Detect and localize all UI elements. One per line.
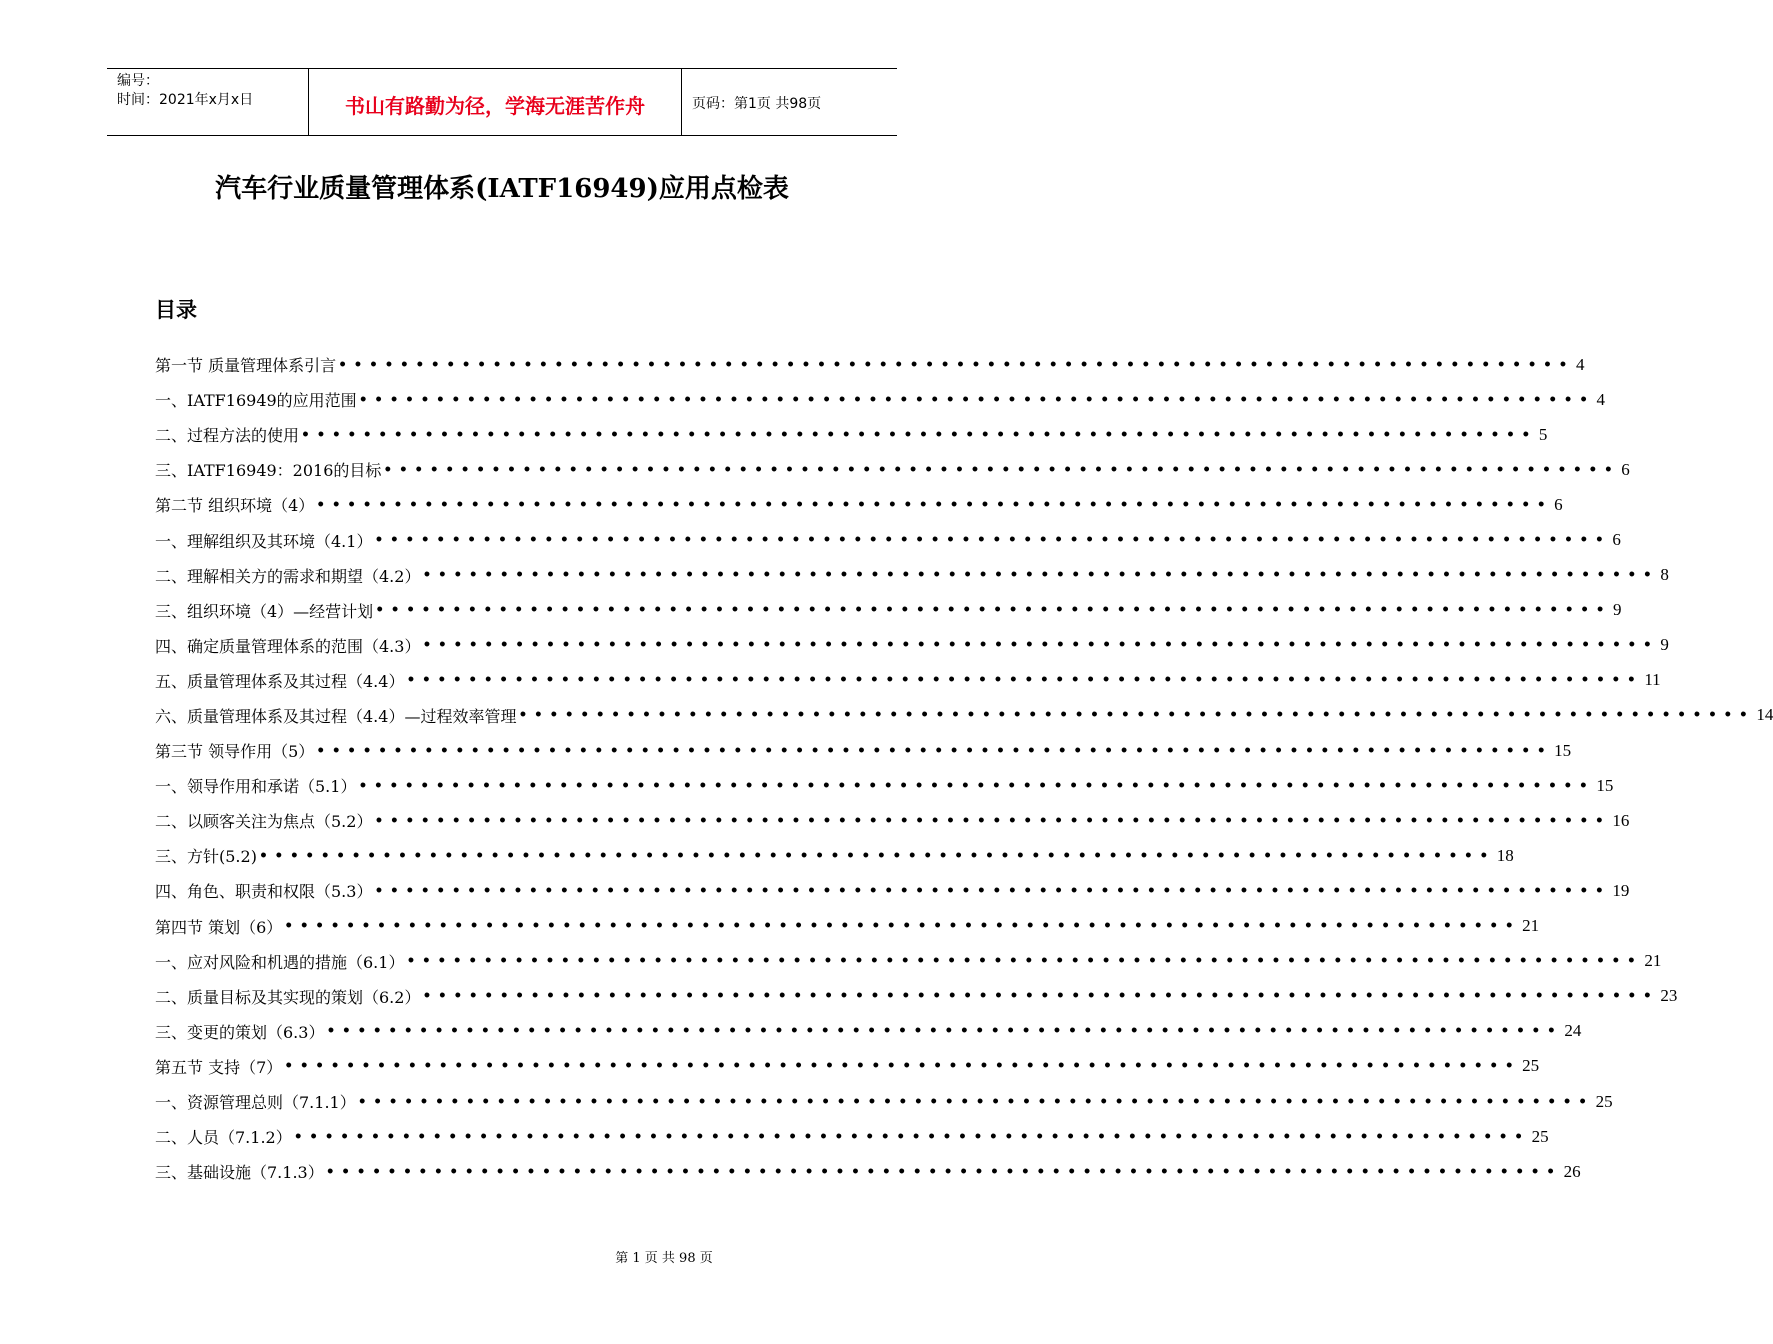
toc-entry-text: 三、IATF16949：2016的目标 (155, 461, 382, 481)
toc-leader-dots: •••••••••••••••••••••••••••••••••••••••••••••••••••••••••••••••••••••••••••••••• (326, 1023, 1563, 1040)
toc-entry-text: 三、组织环境（4）—经营计划 (155, 601, 374, 621)
toc-entry-page: 6 (1554, 494, 1563, 514)
toc-leader-dots: •••••••••••••••••••••••••••••••••••••••••••••••••••••••••••••••••••••••••••••••• (374, 812, 1611, 829)
toc-entry[interactable] (155, 838, 1514, 873)
toc-entry-page: 9 (1613, 600, 1622, 620)
toc-leader-dots: •••••••••••••••••••••••••••••••••••••••••••••••••••••••••••••••••••••••••••••••• (518, 707, 1755, 724)
toc-leader-dots: •••••••••••••••••••••••••••••••••••••••••••••••••••••••••••••••••••••••••••••••• (325, 1163, 1562, 1180)
toc-heading: 目录 (155, 298, 197, 322)
page-header (107, 68, 897, 136)
toc-entry-page: 11 (1644, 670, 1661, 690)
header-motto: 书山有路勤为径，学海无涯苦作舟 (309, 69, 682, 135)
toc-leader-dots: •••••••••••••••••••••••••••••••••••••••••••••••••••••••••••••••••••••••••••••••• (338, 356, 1574, 373)
toc-leader-dots: •••••••••••••••••••••••••••••••••••••••••••••••••••••••••••••••••••••••••••••••• (284, 918, 1521, 935)
toc-entry-page: 4 (1596, 389, 1606, 409)
toc-entry[interactable] (155, 803, 1630, 838)
toc-entry-page: 21 (1522, 916, 1540, 936)
toc-entry-text: 第四节 策划（6） (155, 917, 283, 937)
toc-entry[interactable] (155, 1014, 1582, 1049)
page-footer: 第 1 页 共 98 页 (615, 1251, 713, 1266)
toc-entry-page: 25 (1522, 1056, 1540, 1076)
toc-entry-text: 二、人员（7.1.2） (155, 1128, 292, 1148)
toc-entry[interactable] (155, 452, 1630, 487)
toc-entry-text: 六、质量管理体系及其过程（4.4）—过程效率管理 (155, 706, 517, 726)
toc-entry[interactable] (155, 663, 1661, 698)
toc-entry-text: 二、理解相关方的需求和期望（4.2） (155, 566, 421, 586)
toc-entry[interactable] (155, 979, 1678, 1014)
toc-entry-page: 21 (1644, 951, 1662, 971)
toc-entry-text: 四、确定质量管理体系的范围（4.3） (155, 636, 421, 656)
toc-entry[interactable] (155, 1084, 1613, 1119)
header-page-info: 页码：第1页 共98页 (692, 96, 822, 112)
toc-leader-dots: •••••••••••••••••••••••••••••••••••••••••••••••••••••••••••••••••••••••••••••••• (375, 602, 1612, 619)
toc-entry-page: 19 (1612, 880, 1630, 900)
toc-entry-text: 第五节 支持（7） (155, 1057, 283, 1077)
toc-entry-text: 一、资源管理总则（7.1.1） (155, 1093, 356, 1113)
toc-entry-page: 25 (1531, 1126, 1549, 1146)
toc-leader-dots: •••••••••••••••••••••••••••••••••••••••••••••••••••••••••••••••••••••••••••••••• (293, 1128, 1530, 1145)
toc-leader-dots: •••••••••••••••••••••••••••••••••••••••••••••••••••••••••••••••••••••••••••••••• (422, 567, 1659, 584)
toc-entry-text: 四、角色、职责和权限（5.3） (155, 882, 373, 902)
toc-leader-dots: •••••••••••••••••••••••••••••••••••••••••••••••••••••••••••••••••••••••••••••••• (316, 742, 1553, 759)
toc-entry-page: 14 (1756, 705, 1773, 725)
toc-leader-dots: •••••••••••••••••••••••••••••••••••••••••••••••••••••••••••••••••••••••••••••••• (422, 637, 1659, 654)
toc-entry[interactable] (155, 593, 1622, 628)
toc-entry[interactable] (155, 873, 1630, 908)
toc-entry-page: 26 (1563, 1161, 1581, 1181)
toc-entry[interactable] (155, 1154, 1581, 1189)
toc-entry-page: 9 (1660, 635, 1669, 655)
toc-entry-text: 二、过程方法的使用 (155, 426, 300, 446)
toc-leader-dots: •••••••••••••••••••••••••••••••••••••••••••••••••••••••••••••••••••••••••••••••• (358, 777, 1595, 794)
toc-entry-text: 一、理解组织及其环境（4.1） (155, 531, 373, 551)
toc-entry-page: 24 (1564, 1021, 1582, 1041)
toc-entry-text: 一、应对风险和机遇的措施（6.1） (155, 952, 405, 972)
time-label: 时间：2021年x月x日 (117, 92, 254, 108)
toc-entry-page: 6 (1612, 530, 1621, 550)
toc-entry-text: 一、IATF16949的应用范围 (155, 391, 357, 411)
toc-entry[interactable] (155, 628, 1669, 663)
toc-entry[interactable] (155, 733, 1572, 768)
toc-entry-text: 三、基础设施（7.1.3） (155, 1163, 324, 1183)
toc-entry[interactable] (155, 1119, 1549, 1154)
toc-leader-dots: •••••••••••••••••••••••••••••••••••••••••••••••••••••••••••••••••••••••••••••••• (422, 988, 1659, 1005)
toc-entry[interactable] (155, 382, 1606, 417)
toc-entry-text: 第一节 质量管理体系引言 (155, 356, 337, 376)
toc-leader-dots: •••••••••••••••••••••••••••••••••••••••••••••••••••••••••••••••••••••••••••••••• (301, 426, 1537, 443)
toc-entry-page: 23 (1660, 986, 1678, 1006)
toc-entry-page: 16 (1612, 810, 1630, 830)
toc-entry-text: 一、领导作用和承诺（5.1） (155, 777, 357, 797)
toc-entry-text: 五、质量管理体系及其过程（4.4） (155, 671, 405, 691)
toc-entry-page: 4 (1575, 354, 1585, 374)
toc-leader-dots: •••••••••••••••••••••••••••••••••••••••••••••••••••••••••••••••••••••••••••••••• (357, 1093, 1594, 1110)
toc-entry-text: 二、质量目标及其实现的策划（6.2） (155, 987, 421, 1007)
toc-entry-text: 三、方针(5.2) (155, 847, 257, 867)
toc-leader-dots: •••••••••••••••••••••••••••••••••••••••••••••••••••••••••••••••••••••••••••••••• (406, 672, 1643, 689)
toc-entry[interactable] (155, 487, 1563, 522)
toc-leader-dots: •••••••••••••••••••••••••••••••••••••••••••••••••••••••••••••••••••••••••••••••• (374, 532, 1611, 549)
toc-entry-text: 第二节 组织环境（4） (155, 496, 315, 516)
header-meta (107, 69, 309, 135)
toc-entry[interactable] (155, 347, 1585, 382)
toc-entry[interactable] (155, 558, 1669, 593)
toc-entry-page: 15 (1554, 740, 1572, 760)
toc-entry-page: 18 (1496, 845, 1514, 865)
toc-entry[interactable] (155, 944, 1662, 979)
document-title: 汽车行业质量管理体系(IATF16949)应用点检表 (215, 174, 789, 204)
toc-entry-text: 三、变更的策划（6.3） (155, 1022, 325, 1042)
toc-entry-page: 6 (1621, 459, 1630, 479)
number-label: 编号： (117, 73, 159, 89)
toc-entry-page: 5 (1538, 424, 1548, 444)
toc-entry[interactable] (155, 1049, 1540, 1084)
toc-leader-dots: •••••••••••••••••••••••••••••••••••••••••••••••••••••••••••••••••••••••••••••••• (316, 496, 1553, 513)
toc-entry-page: 15 (1596, 775, 1614, 795)
toc-entry-page: 8 (1660, 565, 1669, 585)
toc-leader-dots: •••••••••••••••••••••••••••••••••••••••••••••••••••••••••••••••••••••••••••••••• (383, 461, 1620, 478)
table-of-contents (155, 347, 1773, 1189)
toc-leader-dots: •••••••••••••••••••••••••••••••••••••••••••••••••••••••••••••••••••••••••••••••• (284, 1058, 1521, 1075)
toc-entry[interactable] (155, 698, 1773, 733)
toc-entry-text: 二、以顾客关注为焦点（5.2） (155, 812, 373, 832)
toc-leader-dots: •••••••••••••••••••••••••••••••••••••••••••••••••••••••••••••••••••••••••••••••• (358, 391, 1595, 408)
toc-entry[interactable] (155, 417, 1548, 452)
toc-leader-dots: •••••••••••••••••••••••••••••••••••••••••••••••••••••••••••••••••••••••••••••••• (374, 882, 1611, 899)
toc-entry-page: 25 (1595, 1091, 1613, 1111)
toc-leader-dots: •••••••••••••••••••••••••••••••••••••••••••••••••••••••••••••••••••••••••••••••• (258, 847, 1495, 864)
toc-entry-text: 第三节 领导作用（5） (155, 742, 315, 762)
toc-entry[interactable] (155, 522, 1621, 557)
toc-leader-dots: •••••••••••••••••••••••••••••••••••••••••••••••••••••••••••••••••••••••••••••••• (406, 953, 1643, 970)
toc-entry[interactable] (155, 909, 1540, 944)
toc-entry[interactable] (155, 768, 1614, 803)
